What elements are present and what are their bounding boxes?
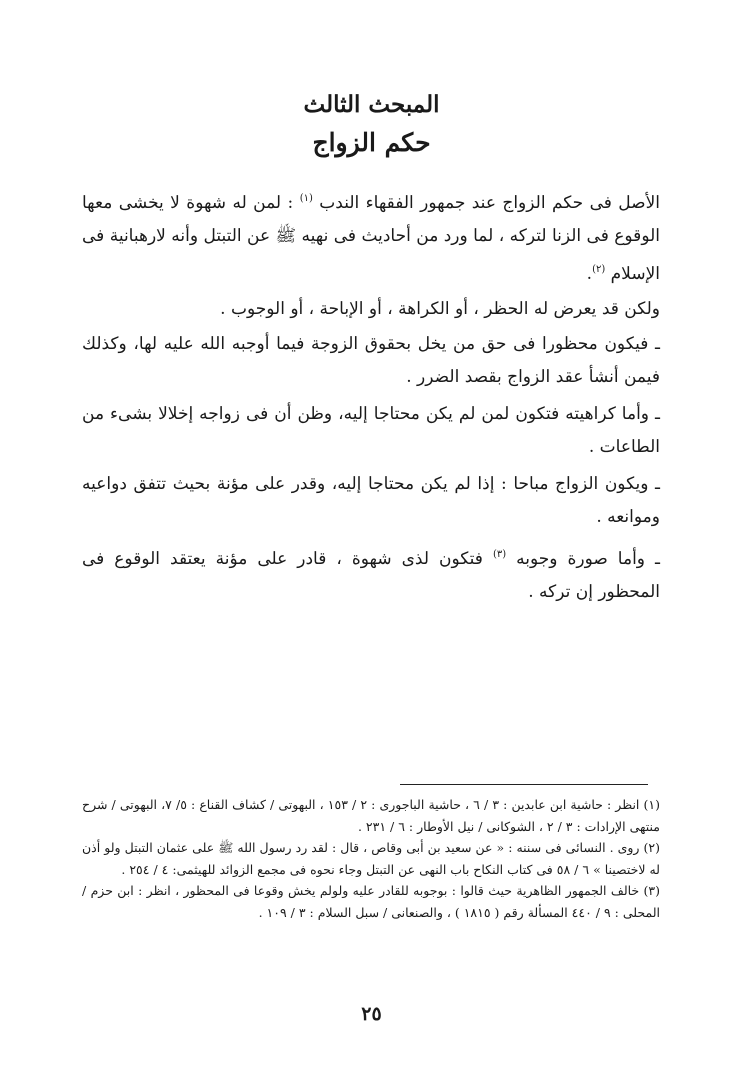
paragraph-6-part-a: ـ وأما صورة وجوبه [516,549,660,569]
footnote-divider [400,784,648,785]
footnote-ref-1: (١) [299,193,313,204]
page-title: حكم الزواج [312,128,431,157]
paragraph-4: ـ وأما كراهيته فتكون لمن لم يكن محتاجا إليه، وظن أن فى زواجه إخلالا بشىء من الطاعات . [82,404,660,457]
paragraph-1-end: . [586,264,593,284]
footnote-3: (٣) خالف الجمهور الظاهرية حيث قالوا : بوجوبه للقادر عليه ولولم يخش وقوعا فى المحظور ، انظر : ابن حزم / المحلى : ٩ / ٤٤٠ المسألة رقم ( ١٨١٥ ) ، والصنعانى / سبل السلام : ٣ / ١٠٩ . [82,883,660,920]
footnotes [82,794,660,923]
paragraph-3: ـ فيكون محظورا فى حق من يخل بحقوق الزوجة فيما أوجبه الله عليه لها، وكذلك فيمن أنشأ عقد الزواج بقصد الضرر . [82,334,660,387]
chapter-heading [0,86,743,162]
paragraph-2: ولكن قد يعرض له الحظر ، أو الكراهة ، أو الإباحة ، أو الوجوب . [220,299,660,319]
footnote-ref-3: (٣) [492,549,507,560]
paragraph-5: ـ ويكون الزواج مباحا : إذا لم يكن محتاجا إليه، وقدر على مؤنة بحيث تتفق دواعيه وموانعه . [82,474,660,527]
paragraph-6 [82,538,660,609]
main-text [82,182,660,611]
paragraph-1-part-b: : لمن له شهوة لا يخشى معها الوقوع فى الزنا لتركه ، لما ورد من أحاديث فى نهيه ﷺ عن التبتل وأنه لارهبانية فى الإسلام [82,193,660,284]
footnote-1: (١) انظر : حاشية ابن عابدين : ٣ / ٦ ، حاشية الباجورى : ٢ / ١٥٣ ، البهوتى / كشاف القناع : ٥/ ٧، البهوتى / شرح منتهى الإرادات : ٣ / ٢ ، الشوكانى / نيل الأوطار : ٦ / ٢٣١ . [82,797,660,834]
footnote-2: (٢) روى . النسائى فى سننه : « عن سعيد بن أبى وقاص ، قال : لقد رد رسول الله ﷺ على عثمان التبتل ولو أذن له لاختصينا » ٦ / ٥٨ فى كتاب النكاح باب النهى عن التبتل وجاء نحوه فى مجمع الزوائد للهيثمى: ٤ / ٢٥٤ . [82,840,660,877]
section-heading: المبحث الثالث [303,91,440,118]
paragraph-1-part-a: الأصل فى حكم الزواج عند جمهور الفقهاء الندب [319,193,661,213]
footnote-ref-2: (٢) [592,264,606,275]
paragraph-6-part-b: فتكون لذى شهوة ، قادر على مؤنة يعتقد الوقوع فى المحظور إن تركه . [82,549,660,602]
page-number: ٢٥ [361,1003,382,1025]
paragraph-1 [82,182,660,291]
